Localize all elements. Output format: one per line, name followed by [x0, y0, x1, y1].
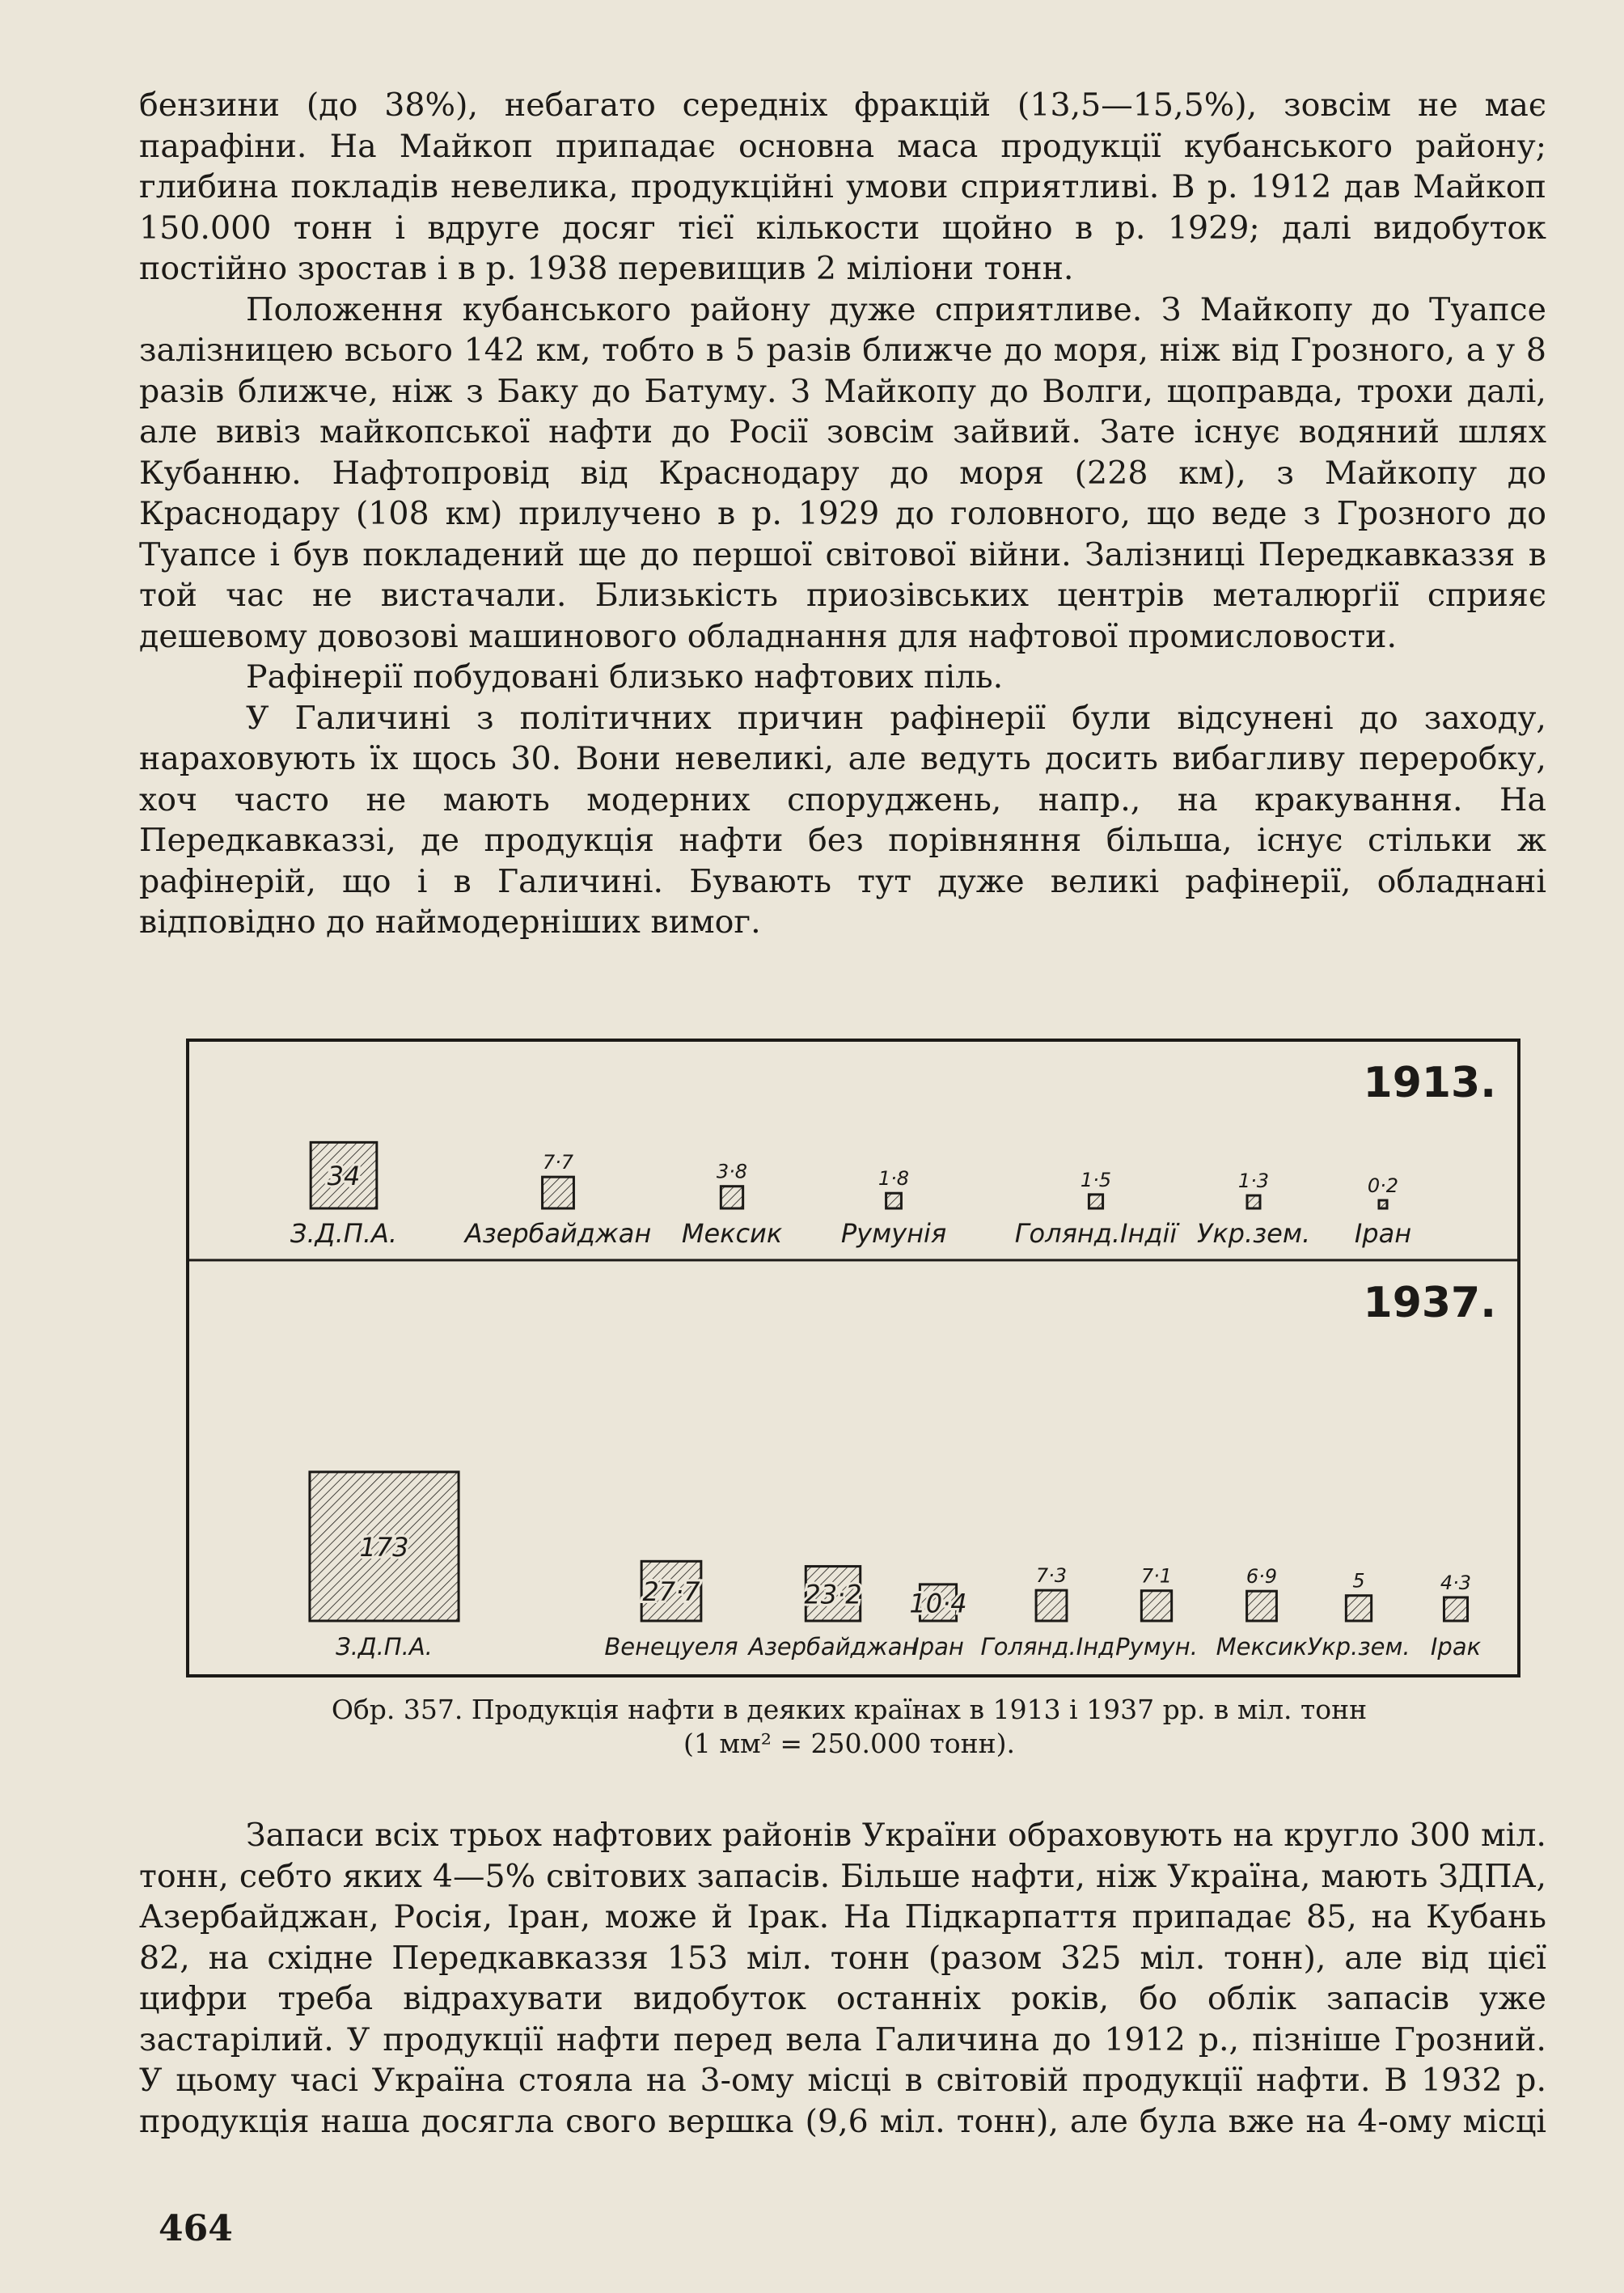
country-label: З.Д.П.А. [336, 1633, 433, 1661]
value-label: 7·3 [1035, 1564, 1068, 1588]
area-square [1247, 1195, 1260, 1208]
value-label: 7·7 [542, 1151, 574, 1174]
country-label: Укр.зем. [1196, 1218, 1311, 1249]
area-square [1346, 1596, 1371, 1621]
top-text-block [139, 85, 1546, 943]
value-label: 6·9 [1245, 1565, 1278, 1589]
value-label: 7·1 [1140, 1564, 1173, 1588]
country-label: Іран [912, 1633, 964, 1661]
value-label: 3·8 [716, 1160, 748, 1183]
country-label: Румун. [1115, 1633, 1198, 1661]
area-square [1036, 1590, 1067, 1621]
paragraph: Положення кубанського району дуже сприятливе. З Майкопу до Туапсе залізницею всього 142 км, тобто в 5 разів ближче до моря, ніж від Грозного, а у 8 разів ближче, ніж з Баку до Батуму. З Майкопу до Волги, щоправда, трохи далі, але вивіз майкопської нафти до Росії зовсім зайвий. Зате існує водяний шлях Кубанню. Нафтопровід від Краснодару до моря (228 км), з Майкопу до Краснодару (108 км) прилучено в р. 1929 до головного, що веде з Грозного до Туапсе і був покладений ще до першої світової війни. Залізниці Передкавказзя в той час не вистачали. Близькість приозівських центрів металюрґії сприяє дешевому довозові машинового обладнання для нафтової промисловости. [139, 290, 1546, 655]
oil-production-figure [186, 1039, 1520, 1677]
country-label: З.Д.П.А. [290, 1218, 398, 1249]
panel-year-label: 1913. [1363, 1059, 1496, 1107]
panel-year-label: 1937. [1363, 1279, 1496, 1327]
country-label: Азербайджан [748, 1633, 918, 1661]
value-label: 27·7 [642, 1576, 700, 1608]
country-label: Мексик [1216, 1633, 1308, 1661]
value-label: 23·2 [804, 1579, 862, 1610]
value-label: 4·3 [1440, 1571, 1472, 1594]
bottom-text-block [139, 1815, 1546, 2142]
country-label: Ірак [1430, 1633, 1482, 1661]
area-square [1089, 1195, 1102, 1208]
page-number: 464 [159, 2208, 233, 2249]
area-square [1379, 1200, 1387, 1208]
value-label: 173 [359, 1531, 409, 1563]
country-label: Голянд.Інд. [980, 1633, 1123, 1661]
paragraph: Запаси всіх трьох нафтових районів України обраховують на кругло 300 міл. тонн, себто яких 4—5% світових запасів. Більше нафти, ніж Україна, мають ЗДПА, Азербайджан, Росія, Іран, може й Ірак. На Підкарпаття припадає 85, на Кубань 82, на східне Передкавказзя 153 міл. тонн (разом 325 міл. тонн), але від цієї цифри треба відрахувати видобуток останніх років, бо облік запасів уже застарілий. У продукції нафти перед вела Галичина до 1912 р., пізніше Грозний. У цьому часі Україна стояла на 3-ому місці в світовій продукції нафти. В 1932 р. продукція наша досягла свого вершка (9,6 міл. тонн), але була вже на 4-ому місці [139, 1817, 1546, 2140]
area-square [1247, 1591, 1277, 1621]
country-label: Укр.зем. [1307, 1633, 1410, 1661]
value-label: 1·5 [1080, 1168, 1112, 1191]
panel-1913 [290, 1059, 1496, 1249]
caption-line-1: Обр. 357. Продукція нафти в деяких країнах в 1913 і 1937 рр. в міл. тонн [331, 1694, 1368, 1725]
area-square [1141, 1591, 1171, 1621]
value-label: 0·2 [1367, 1174, 1399, 1197]
country-label: Мексик [681, 1218, 783, 1249]
figure-caption [162, 1693, 1537, 1761]
area-square [1444, 1597, 1467, 1621]
value-label: 34 [327, 1161, 361, 1192]
paragraph: бензини (до 38%), небагато середніх фракцій (13,5—15,5%), зовсім не має парафіни. На Майкоп припадає основна маса продукції кубанського району; глибина покладів невелика, продукційні умови сприятливі. В р. 1912 дав Майкоп 150.000 тонн і вдруге досяг тієї кількости щойно в р. 1929; далі видобуток постійно зростав і в р. 1938 перевищив 2 міліони тонн. [139, 87, 1546, 287]
country-label: Азербайджан [464, 1218, 652, 1249]
country-label: Венецуеля [604, 1633, 738, 1661]
country-label: Румунія [840, 1218, 947, 1249]
area-square [543, 1177, 574, 1208]
area-square [721, 1187, 742, 1208]
panel-1937 [310, 1279, 1496, 1661]
value-label: 1·3 [1237, 1170, 1270, 1193]
country-label: Голянд.Індії [1014, 1218, 1178, 1249]
paragraph: У Галичині з політичних причин рафінерії були відсунені до заходу, нараховують їх щось 30. Вони невеликі, але ведуть досить вибагливу переробку, хоч часто не мають модерних споруджень, напр., на кракування. На Передкавказзі, де продукція нафти без порівняння більша, існує стільки ж рафінерій, що і в Галичині. Бувають тут дуже великі рафінерії, обладнані відповідно до наймодерніших вимог. [139, 699, 1546, 941]
country-label: Іран [1354, 1218, 1412, 1249]
paragraph: Рафінерії побудовані близько нафтових піль. [246, 658, 1004, 696]
area-square [886, 1193, 902, 1208]
caption-line-2: (1 мм² = 250.000 тонн). [683, 1728, 1015, 1759]
value-label: 1·8 [878, 1167, 910, 1191]
value-label: 5 [1352, 1569, 1365, 1593]
value-label: 10·4 [909, 1588, 967, 1619]
